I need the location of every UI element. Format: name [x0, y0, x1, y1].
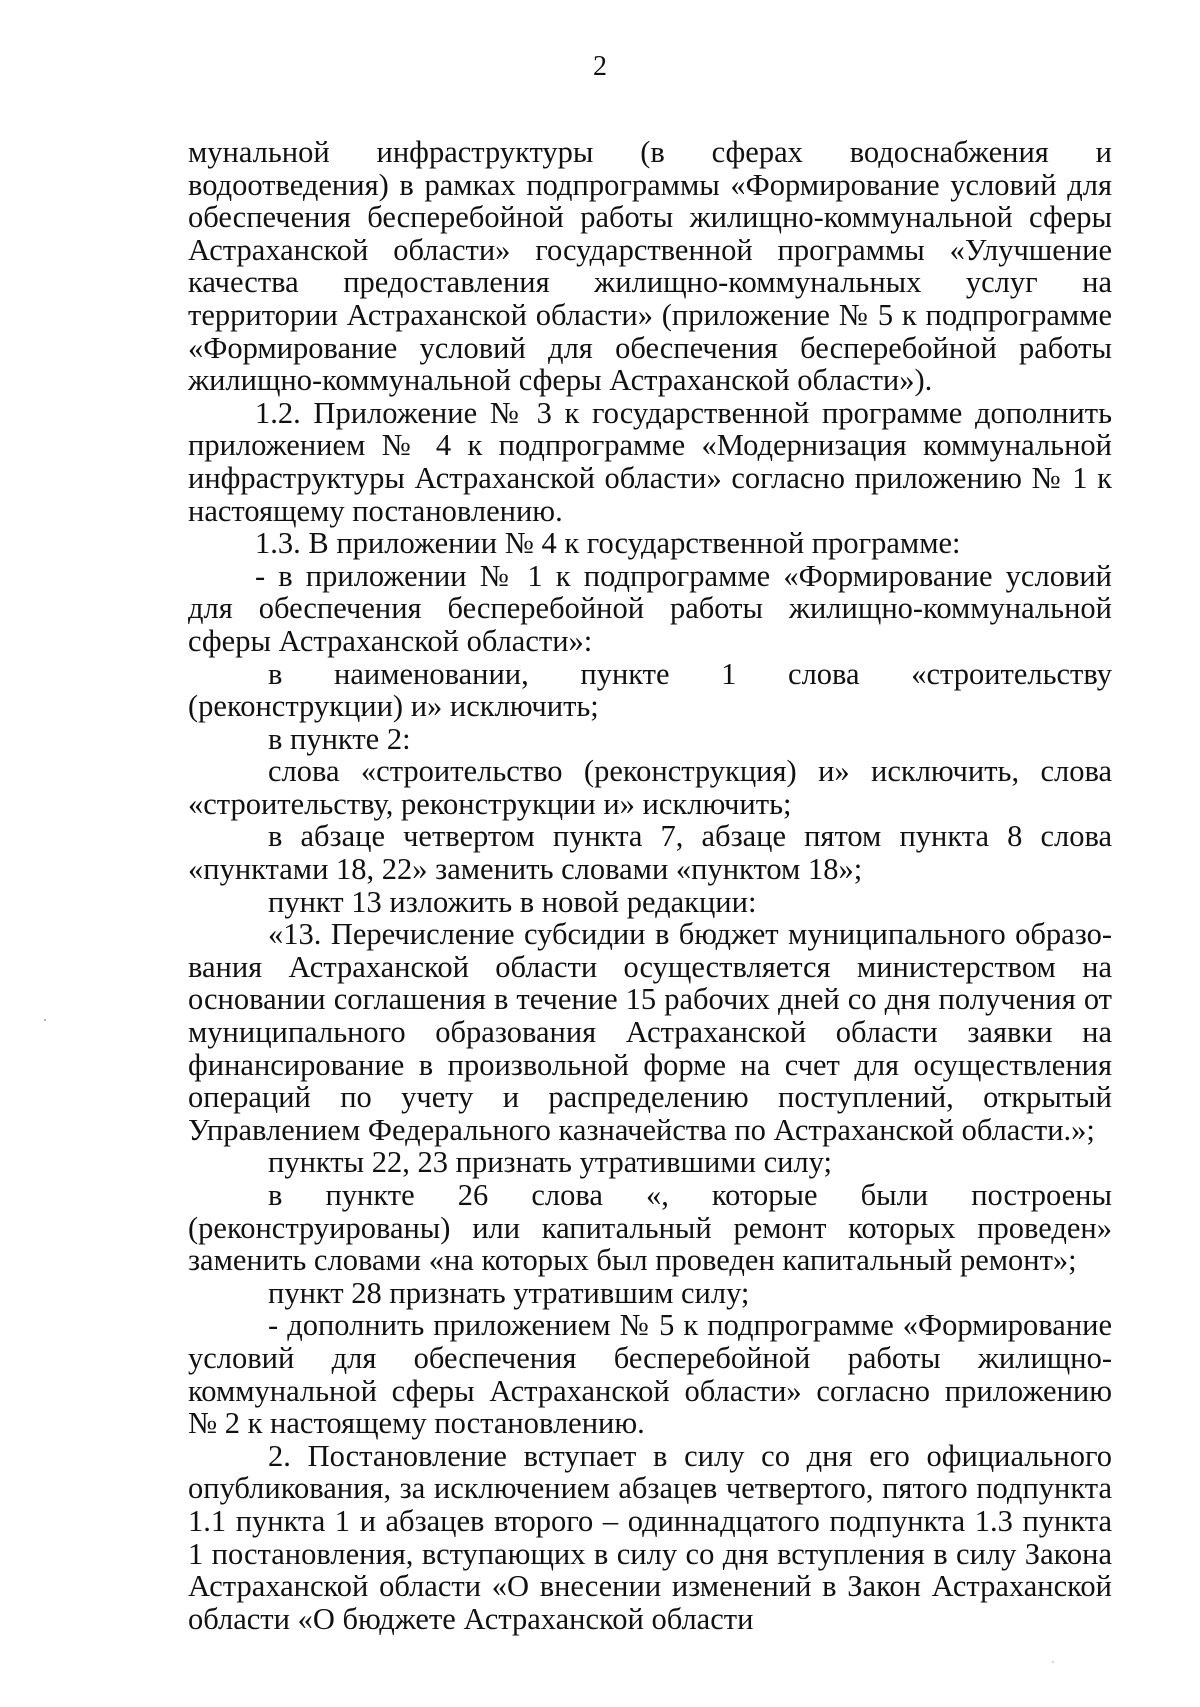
paragraph: «13. Перечисление субсидии в бюджет муниципального образования Астраханской области осуществляется министерством на основании соглашения в течение 15 рабочих дней со дня получения от муниципального образования Астраханской области заявки на финансирование в произвольной форме на счет для осуществления операций по учету и распределению поступлений, открытый Управлением Федерального казначейства по Астраханской области.»;	[188, 917, 1112, 1147]
paragraph: в абзаце четвертом пункта 7, абзаце пятом пункта 8 слова «пунктами 18, 22» заменить словами «пунктом 18»;	[188, 819, 1112, 887]
paragraph: - в приложении № 1 к подпрограмме «Формирование условий для обеспечения бесперебойной работы жилищно-коммунальной сферы Астраханской области»:	[188, 558, 1112, 658]
paragraph: в пункте 2:	[268, 721, 411, 756]
paragraph: слова «строительство (реконструкция) и» исключить, слова «строительству, реконструкции и» исключить;	[188, 754, 1112, 821]
document-body	[188, 136, 1112, 1635]
paragraph: пункт 13 изложить в новой редакции:	[268, 884, 757, 919]
paragraph: в наименовании, пункте 1 слова «строительству (реконструкции) и» исключить;	[188, 656, 1112, 724]
paragraph: мунальной инфраструктуры (в сферах водоснабжения и водоотведения) в рамках подпрограммы «Формирование условий для обеспечения бесперебойной работы жилищно-коммунальной сферы Астраханской области» государственной программы «Улучшение качества предоставления жилищно-коммунальных услуг на территории Астраханской области» (приложение № 5 к подпрограмме «Формирование условий для обеспечения бесперебойной работы жилищно-коммунальной сферы Астраханской области»).	[188, 135, 1112, 398]
paragraph: 1.3. В приложении № 4 к государственной программе:	[255, 526, 961, 561]
paragraph: 2. Постановление вступает в силу со дня его официального опубликования, за исключением абзацев четвертого, пятого подпункта 1.1 пункта 1 и абзацев второго – одиннадцатого подпункта 1.3 пункта 1 постановления, вступающих в силу со дня вступления в силу Закона Астраханской области «О внесении изменений в Закон Астраханской области «О бюджете Астраханской области	[188, 1438, 1112, 1636]
scan-speck	[1052, 1661, 1054, 1663]
paragraph: пункты 22, 23 признать утратившими силу;	[268, 1145, 832, 1180]
scan-speck	[44, 1019, 46, 1021]
paragraph: 1.2. Приложение № 3 к государственной программе дополнить приложением № 4 к подпрограмме «Модернизация коммунальной инфраструктуры Астраханской области» согласно приложению № 1 к настоящему постановлению.	[188, 395, 1112, 528]
paragraph: - дополнить приложением № 5 к подпрограмме «Формирование условий для обеспечения бесперебойной работы жилищно-коммунальной сферы Астраханской области» согласно приложению № 2 к настоящему постановлению.	[188, 1308, 1112, 1441]
paragraph: в пункте 26 слова «, которые были построены (реконструированы) или капитальный ремонт которых проведен» заменить словами «на которых был проведен капитальный ремонт»;	[188, 1178, 1112, 1278]
paragraph: пункт 28 признать утратившим силу;	[268, 1275, 750, 1310]
page-number: 2	[593, 51, 607, 82]
